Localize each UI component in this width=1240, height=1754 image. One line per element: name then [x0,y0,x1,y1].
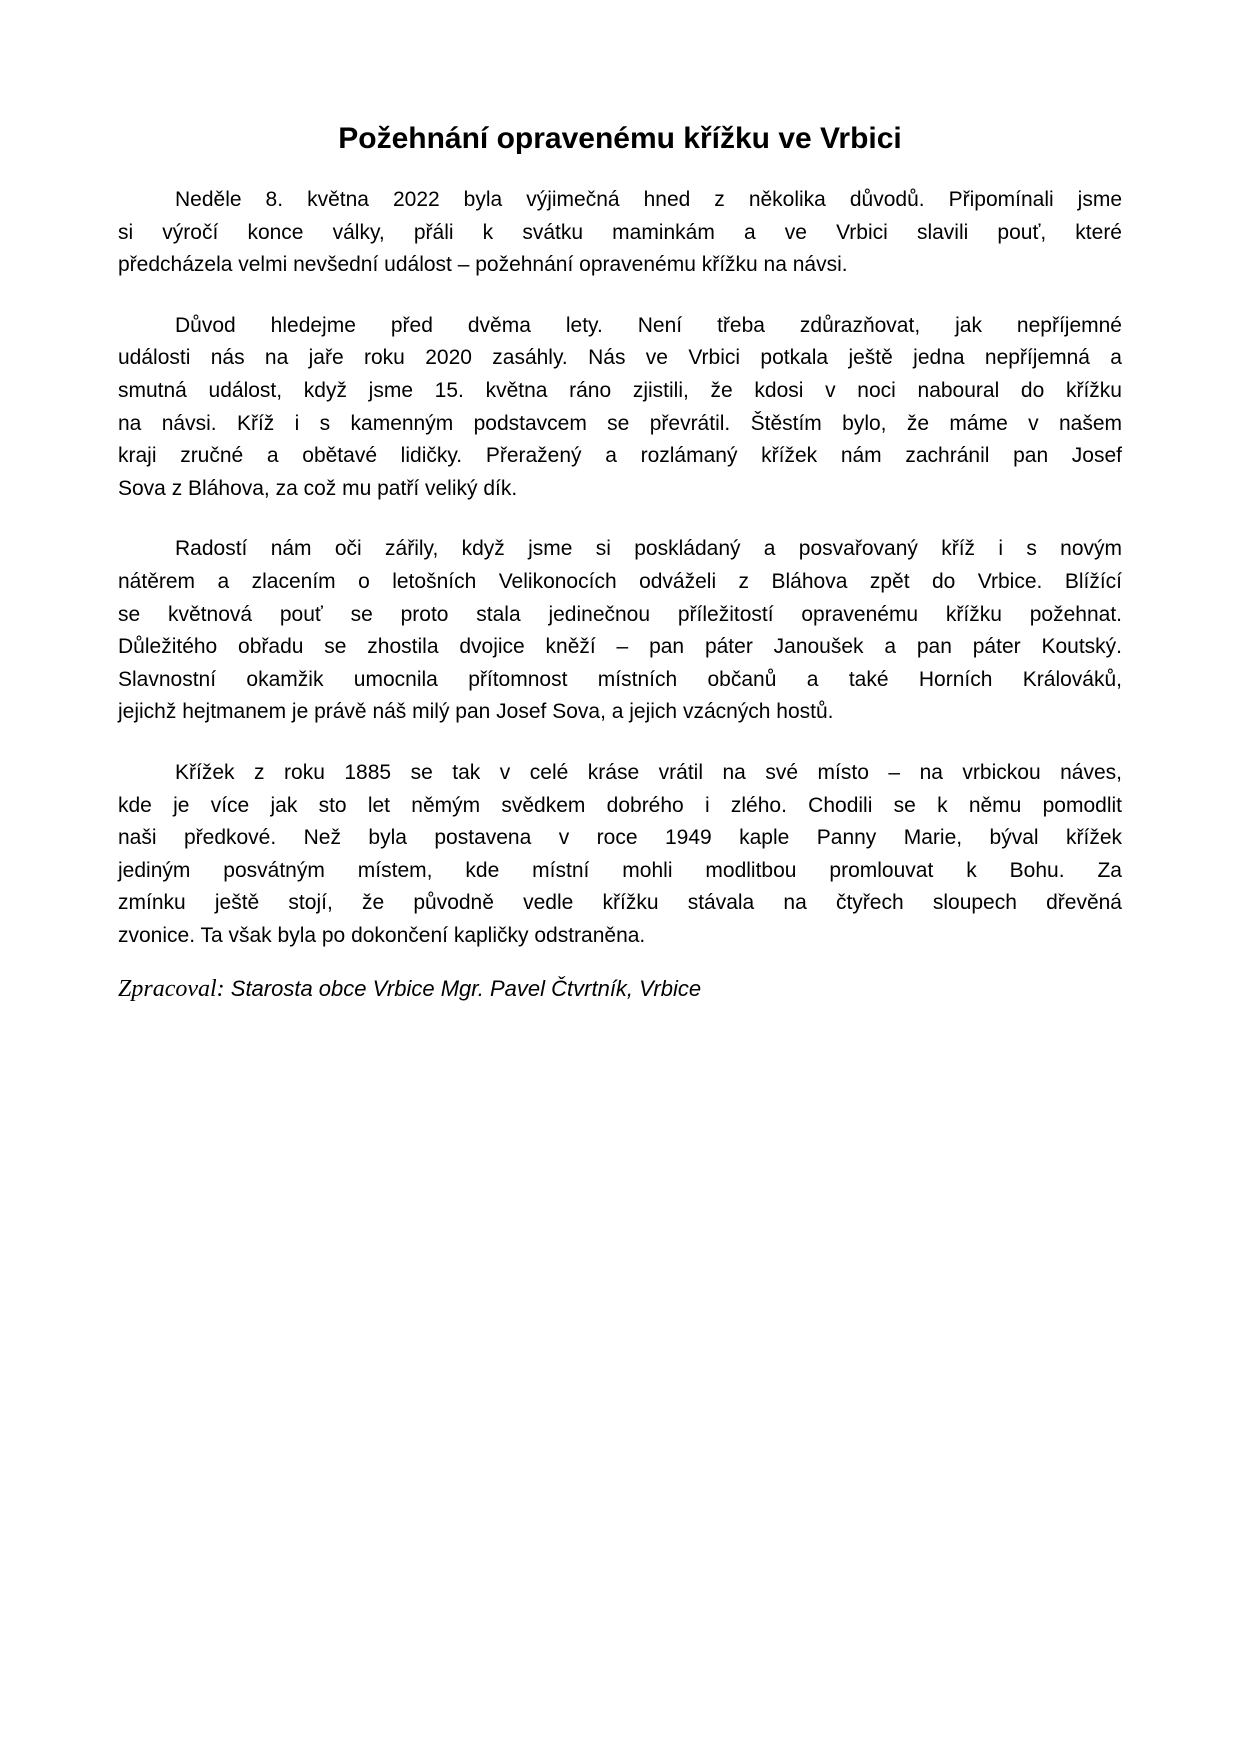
text-line: Křížek z roku 1885 se tak v celé kráse vrátil na své místo – na vrbickou náves, [175,760,1122,784]
paragraph [118,184,1122,282]
text-line: kraji zručné a obětavé lidičky. Přeražený a rozlámaný křížek nám zachránil pan Josef [118,444,1122,468]
signature [118,976,701,1003]
text-line: Radostí nám oči zářily, když jsme si poskládaný a posvařovaný kříž i s novým [175,537,1122,561]
text-line: předcházela velmi nevšední událost – požehnání opravenému křížku na návsi. [118,253,848,277]
text-line: zvonice. Ta však byla po dokončení kapličky odstraněna. [118,923,646,947]
paragraph [118,533,1122,729]
text-line: události nás na jaře roku 2020 zasáhly. Nás ve Vrbici potkala ještě jedna nepříjemná a [118,346,1122,370]
text-line: naši předkové. Než byla postavena v roce 1949 kaple Panny Marie, býval křížek [118,826,1122,850]
text-line: Neděle 8. května 2022 byla výjimečná hned z několika důvodů. Připomínali jsme [175,188,1122,211]
signature-label: Zpracoval: [118,976,225,1002]
text-line: si výročí konce války, přáli k svátku maminkám a ve Vrbici slavili pouť, které [118,220,1122,244]
text-line: Důvod hledejme před dvěma lety. Není třeba zdůrazňovat, jak nepříjemné [175,313,1122,337]
text-line: se květnová pouť se proto stala jedinečnou příležitostí opravenému křížku požehnat. [118,602,1122,626]
paragraph [118,310,1122,506]
signature-text: Starosta obce Vrbice Mgr. Pavel Čtvrtník, Vrbice [224,976,702,1001]
text-line: kde je více jak sto let němým svědkem dobrého i zlého. Chodili se k němu pomodlit [118,793,1122,817]
text-line: Důležitého obřadu se zhostila dvojice kněží – pan páter Janoušek a pan páter Koutský. [118,635,1122,659]
document-body [118,184,1122,980]
document-title: Požehnání opravenému křížku ve Vrbici [338,122,902,155]
text-line: smutná událost, když jsme 15. května ráno zjistili, že kdosi v noci naboural do křížku [118,378,1122,402]
text-line: jejichž hejtmanem je právě náš milý pan Josef Sova, a jejich vzácných hostů. [118,700,834,724]
text-line: Sova z Bláhova, za což mu patří veliký dík. [118,476,518,500]
text-line: Slavnostní okamžik umocnila přítomnost místních občanů a také Horních Králováků, [118,667,1122,691]
text-line: nátěrem a zlacením o letošních Velikonocích odváželi z Bláhova zpět do Vrbice. Blížící [118,569,1122,593]
text-line: jediným posvátným místem, kde místní mohli modlitbou promlouvat k Bohu. Za [118,858,1122,882]
paragraph [118,757,1122,953]
text-line: zmínku ještě stojí, že původně vedle křížku stávala na čtyřech sloupech dřevěná [118,891,1122,915]
text-line: na návsi. Kříž i s kamenným podstavcem se převrátil. Štěstím bylo, že máme v našem [118,411,1122,435]
